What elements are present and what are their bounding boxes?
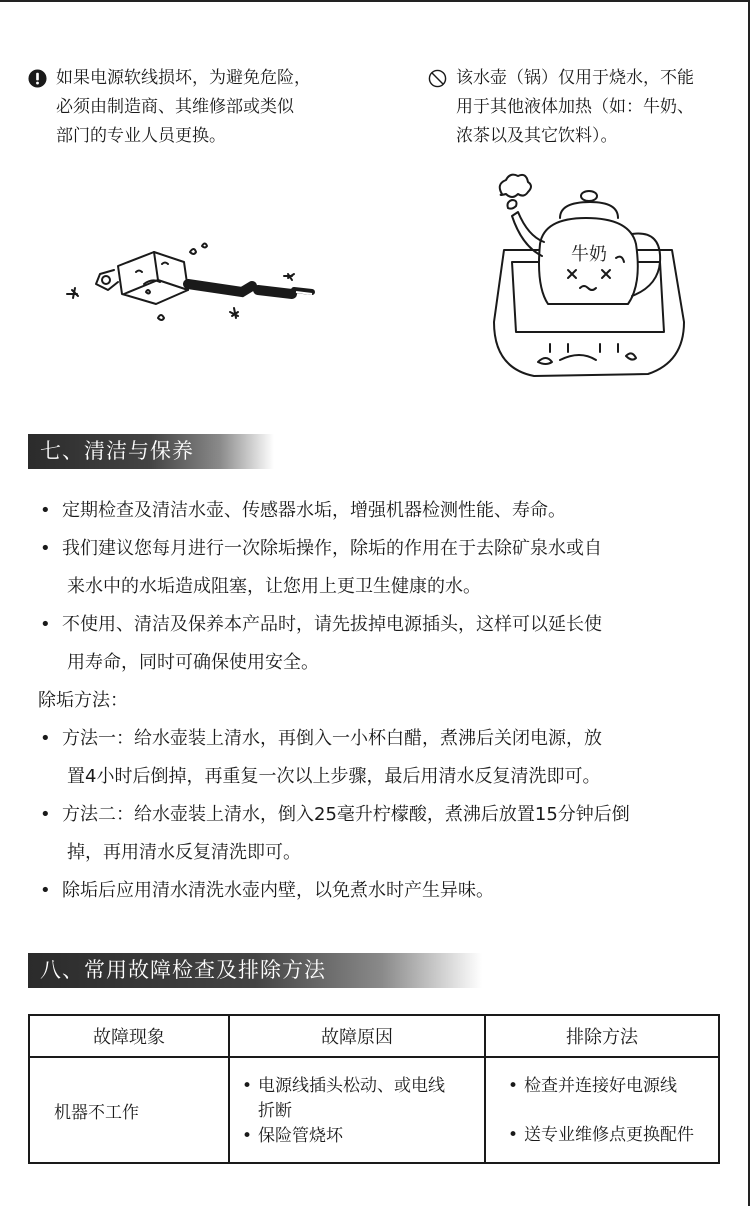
list-item <box>236 1124 484 1149</box>
exclamation-circle-icon <box>28 69 47 88</box>
cause-cell <box>229 1057 485 1163</box>
kettle-label: 牛奶 <box>571 244 607 265</box>
bullet-line: 方法一：给水壶装上清水，再倒入一小杯白醋，煮沸后关闭电源，放 <box>62 728 602 749</box>
bullet-line: 来水中的水垢造成阻塞，让您用上更卫生健康的水。 <box>67 576 481 597</box>
list-item: • 不使用、清洁及保养本产品时，请先拔掉电源插头，这样可以延长使 用寿命，同时可确保使用安全。 <box>38 606 728 682</box>
warning-boil-water-only <box>428 64 694 151</box>
bullet-line: 方法二：给水壶装上清水，倒入25毫升柠檬酸，煮沸后放置15分钟后倒 <box>62 804 630 825</box>
section-title-troubleshooting: 八、常用故障检查及排除方法 <box>28 953 482 988</box>
damaged-power-cord-illustration <box>62 232 322 332</box>
list-item: • 除垢后应用清水清洗水壶内壁，以免煮水时产生异味。 <box>38 872 728 910</box>
prohibited-icon <box>428 69 447 88</box>
column-header: 排除方法 <box>485 1015 719 1057</box>
cause-text: 电源线插头松动、或电线 <box>258 1076 445 1096</box>
list-item <box>502 1123 718 1148</box>
warning-line: 用于其他液体加热（如：牛奶、 <box>456 97 694 117</box>
cause-text: 保险管烧坏 <box>258 1126 343 1146</box>
column-header: 故障现象 <box>29 1015 229 1057</box>
warning-line: 该水壶（锅）仅用于烧水，不能 <box>456 68 694 88</box>
troubleshooting-table <box>28 1014 720 1164</box>
cleaning-bullet-list <box>38 492 728 910</box>
list-item: • 方法二：给水壶装上清水，倒入25毫升柠檬酸，煮沸后放置15分钟后倒 掉，再用清水反复清洗即可。 <box>38 796 728 872</box>
list-item <box>236 1074 484 1124</box>
warning-line: 浓茶以及其它饮料）。 <box>456 126 618 146</box>
bullet-line: 我们建议您每月进行一次除垢操作，除垢的作用在于去除矿泉水或自 <box>62 538 602 559</box>
bullet-line: 用寿命，同时可确保使用安全。 <box>67 652 319 673</box>
table-row <box>29 1057 719 1163</box>
list-item: • 定期检查及清洁水壶、传感器水垢，增强机器检测性能、寿命。 <box>38 492 728 530</box>
section-title-cleaning: 七、清洁与保养 <box>28 434 274 469</box>
bullet-line: 不使用、清洁及保养本产品时，请先拔掉电源插头，这样可以延长使 <box>62 614 602 635</box>
list-item: • 方法一：给水壶装上清水，再倒入一小杯白醋，煮沸后关闭电源，放 置4小时后倒掉，再重复一次以上步骤，最后用清水反复清洗即可。 <box>38 720 728 796</box>
fix-cell <box>485 1057 719 1163</box>
table-header-row <box>29 1015 719 1057</box>
page-top-border <box>0 0 750 2</box>
fix-text: 送专业维修点更换配件 <box>524 1125 694 1145</box>
bullet-line: 除垢后应用清水清洗水壶内壁，以免煮水时产生异味。 <box>62 880 494 901</box>
bullet-line: 置4小时后倒掉，再重复一次以上步骤，最后用清水反复清洗即可。 <box>67 766 601 787</box>
symptom-cell: 机器不工作 <box>29 1057 229 1163</box>
warning-line: 如果电源软线损坏，为避免危险， <box>56 68 311 88</box>
column-header: 故障原因 <box>229 1015 485 1057</box>
warning-line: 必须由制造商、其维修部或类似 <box>56 97 294 117</box>
warning-power-cord <box>28 64 311 151</box>
fix-text: 检查并连接好电源线 <box>524 1076 677 1096</box>
bullet-line: 掉，再用清水反复清洗即可。 <box>67 842 301 863</box>
warning-line: 部门的专业人员更换。 <box>56 126 226 146</box>
bullet-line: 定期检查及清洁水壶、传感器水垢，增强机器检测性能、寿命。 <box>62 500 566 521</box>
cause-text: 折断 <box>258 1101 292 1121</box>
milk-kettle-illustration <box>488 172 688 394</box>
descale-heading: 除垢方法： <box>38 690 128 711</box>
list-item <box>502 1074 718 1099</box>
list-item: • 我们建议您每月进行一次除垢操作，除垢的作用在于去除矿泉水或自 来水中的水垢造成阻塞，让您用上更卫生健康的水。 <box>38 530 728 606</box>
